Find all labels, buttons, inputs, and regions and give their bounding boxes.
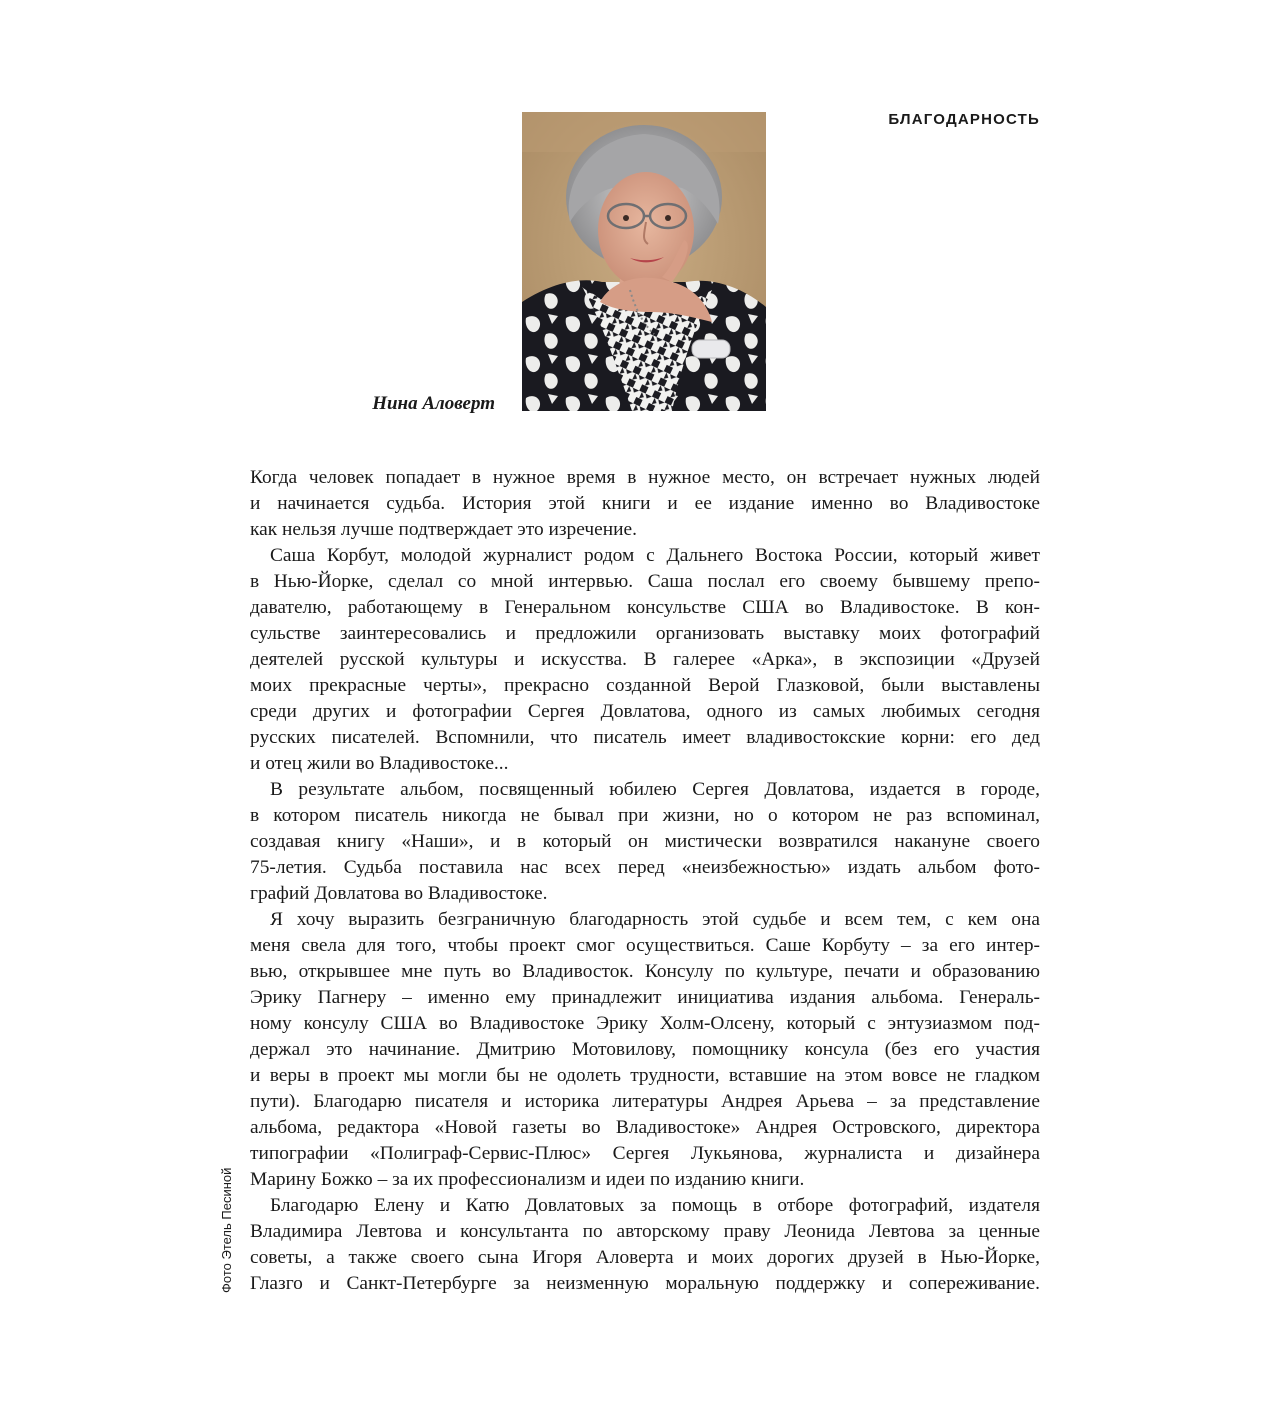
text-line: и отец жили во Владивостоке... bbox=[250, 753, 509, 774]
portrait-photo bbox=[522, 112, 766, 411]
body-text bbox=[250, 465, 1040, 1297]
text-line: Владимира Левтова и консультанта по авторскому праву Леонида Левтова за ценные bbox=[250, 1221, 1040, 1242]
photo-credit: Фото Этель Песиной bbox=[219, 1167, 234, 1293]
text-line: русских писателей. Вспомнили, что писатель имеет владивостокские корни: его дед bbox=[250, 727, 1040, 748]
text-line: деятелей русской культуры и искусства. В галерее «Арка», в экспозиции «Друзей bbox=[250, 649, 1040, 670]
text-line: Я хочу выразить безграничную благодарность этой судьбе и всем тем, с кем она bbox=[270, 909, 1040, 930]
text-line: сульстве заинтересовались и предложили организовать выставку моих фотографий bbox=[250, 623, 1040, 644]
text-line: в Нью-Йорке, сделал со мной интервью. Саша послал его своему бывшему препо- bbox=[250, 571, 1040, 592]
section-title: БЛАГОДАРНОСТЬ bbox=[888, 111, 1040, 128]
text-line: типографии «Полиграф-Сервис-Плюс» Сергея Лукьянова, журналиста и дизайнера bbox=[250, 1143, 1040, 1164]
text-line: Когда человек попадает в нужное время в нужное место, он встречает нужных людей bbox=[250, 467, 1040, 488]
text-line: в котором писатель никогда не бывал при жизни, но о котором не раз вспоминал, bbox=[250, 805, 1040, 826]
text-line: Марину Божко – за их профессионализм и идеи по изданию книги. bbox=[250, 1169, 805, 1190]
text-line: ному консулу США во Владивостоке Эрику Холм-Олсену, который с энтузиазмом под- bbox=[250, 1013, 1040, 1034]
text-line: и веры в проект мы могли бы не одолеть трудности, вставшие на этом вовсе не гладком bbox=[250, 1065, 1040, 1086]
portrait-caption: Нина Аловерт bbox=[372, 393, 495, 414]
text-line: Благодарю Елену и Катю Довлатовых за помощь в отборе фотографий, издателя bbox=[270, 1195, 1040, 1216]
text-line: как нельзя лучше подтверждает это изречение. bbox=[250, 519, 637, 540]
text-line: 75-летия. Судьба поставила нас всех перед «неизбежностью» издать альбом фото- bbox=[250, 857, 1040, 878]
text-line: давателю, работающему в Генеральном консульстве США во Владивостоке. В кон- bbox=[250, 597, 1040, 618]
text-line: среди других и фотографии Сергея Довлатова, одного из самых любимых сегодня bbox=[250, 701, 1040, 722]
text-line: Саша Корбут, молодой журналист родом с Дальнего Востока России, который живет bbox=[270, 545, 1040, 566]
text-line: Эрику Пагнеру – именно ему принадлежит инициатива издания альбома. Генераль- bbox=[250, 987, 1040, 1008]
text-line: советы, а также своего сына Игоря Аловерта и моих дорогих друзей в Нью-Йорке, bbox=[250, 1247, 1040, 1268]
text-line: В результате альбом, посвященный юбилею Сергея Довлатова, издается в городе, bbox=[270, 779, 1040, 800]
text-line: вью, открывшее мне путь во Владивосток. Консулу по культуре, печати и образованию bbox=[250, 961, 1040, 982]
text-line: держал это начинание. Дмитрию Мотовилову, помощнику консула (без его участия bbox=[250, 1039, 1040, 1060]
text-line: альбома, редактора «Новой газеты во Владивостоке» Андрея Островского, директора bbox=[250, 1117, 1040, 1138]
text-line: пути). Благодарю писателя и историка литературы Андрея Арьева – за представление bbox=[250, 1091, 1040, 1112]
text-line: моих прекрасные черты», прекрасно созданной Верой Глазковой, были выставлены bbox=[250, 675, 1040, 696]
text-line: создавая книгу «Наши», и в который он мистически возвратился накануне своего bbox=[250, 831, 1040, 852]
text-line: и начинается судьба. История этой книги и ее издание именно во Владивостоке bbox=[250, 493, 1040, 514]
text-line: графий Довлатова во Владивостоке. bbox=[250, 883, 548, 904]
text-line: Глазго и Санкт-Петербурге за неизменную моральную поддержку и сопереживание. bbox=[250, 1273, 1040, 1294]
text-line: меня свела для того, чтобы проект смог осуществиться. Саше Корбуту – за его интер- bbox=[250, 935, 1040, 956]
